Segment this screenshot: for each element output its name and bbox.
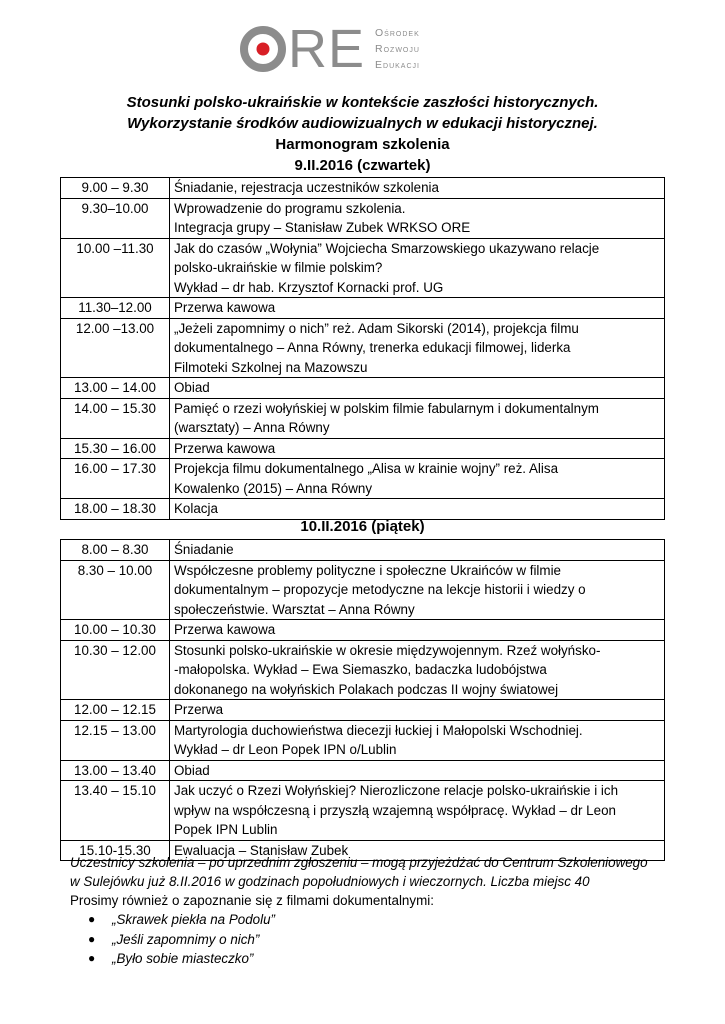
film-title: „Było sobie miasteczko” [112, 951, 254, 966]
logo-mark [240, 19, 366, 79]
logo-text-line3: Edukacji [375, 59, 420, 71]
schedule-heading: Harmonogram szkolenia [275, 136, 450, 153]
logo-ring-icon [240, 26, 286, 72]
schedule-row [61, 398, 665, 438]
note-line2: w Sulejówku już 8.II.2016 w godzinach popołudniowych i wieczornych. Liczba miejsc 40 [70, 874, 590, 889]
schedule-description-line: Projekcja filmu dokumentalnego „Alisa w krainie wojny” reż. Alisa [174, 461, 559, 476]
schedule-time-cell: 8.30 – 10.00 [61, 560, 170, 620]
schedule-row [61, 700, 665, 721]
schedule-description-line: Kowalenko (2015) – Anna Równy [174, 480, 373, 496]
schedule-description-line: Martyrologia duchowieństwa diecezji łuckiej i Małopolski Wschodniej. [174, 722, 583, 738]
schedule-time-cell: 12.15 – 13.00 [61, 720, 170, 760]
schedule-description-cell [170, 700, 665, 721]
day1-date-heading: 9.II.2016 (czwartek) [294, 157, 431, 174]
schedule-description-cell [170, 238, 665, 298]
schedule-description-cell [170, 781, 665, 841]
schedule-description-line: Obiad [174, 380, 210, 395]
schedule-time-cell: 10.30 – 12.00 [61, 640, 170, 700]
logo-text-line2: Rozwoju [375, 43, 420, 55]
film-title: „Skrawek piekła na Podolu” [112, 912, 276, 927]
schedule-description-cell [170, 560, 665, 620]
schedule-time-cell: 13.40 – 15.10 [61, 781, 170, 841]
day1-schedule-table [60, 177, 665, 520]
schedule-time-cell: 9.00 – 9.30 [61, 178, 170, 199]
schedule-description-line: wpływ na współczesną i przyszłą wzajemną współpracę. Wykład – dr Leon [174, 802, 616, 818]
schedule-row [61, 178, 665, 199]
schedule-description-line: Ewaluacja – Stanisław Zubek [174, 842, 349, 858]
film-list-item [88, 930, 275, 950]
schedule-description-line: -małopolska. Wykład – Ewa Siemaszko, badaczka ludobójstwa [174, 662, 547, 677]
schedule-description-cell [170, 720, 665, 760]
schedule-description-cell [170, 459, 665, 499]
schedule-description-cell [170, 318, 665, 378]
schedule-description-cell [170, 378, 665, 399]
schedule-description-cell [170, 178, 665, 199]
schedule-description-cell [170, 398, 665, 438]
bullet-icon: ● [88, 931, 96, 946]
schedule-time-cell: 10.00 –11.30 [61, 238, 170, 298]
schedule-description-line: dokumentalnym – propozycje metodyczne na lekcje historii i wiedzy o [174, 582, 586, 597]
films-list [88, 910, 275, 969]
schedule-time-cell: 14.00 – 15.30 [61, 398, 170, 438]
schedule-time-cell: 16.00 – 17.30 [61, 459, 170, 499]
logo-red-dot-icon [257, 43, 270, 56]
schedule-row [61, 781, 665, 841]
schedule-description-line: Jak uczyć o Rzezi Wołyńskiej? Nierozliczone relacje polsko-ukraińskie i ich [174, 783, 619, 798]
schedule-description-line: Śniadanie, rejestracja uczestników szkolenia [174, 180, 439, 195]
schedule-description-cell [170, 198, 665, 238]
schedule-description-cell [170, 298, 665, 319]
schedule-description-line: polsko-ukraińskie w filmie polskim? [174, 260, 383, 275]
schedule-row [61, 378, 665, 399]
schedule-time-cell: 15.10-15.30 [61, 840, 170, 861]
schedule-description-cell [170, 620, 665, 641]
schedule-time-cell: 13.00 – 14.00 [61, 378, 170, 399]
bullet-icon: ● [88, 912, 96, 926]
document-title-line1: Stosunki polsko-ukraińskie w kontekście zaszłości historycznych. [126, 94, 599, 111]
schedule-description-line: Pamięć o rzezi wołyńskiej w polskim filmie fabularnym i dokumentalnym [174, 400, 599, 416]
day2-schedule-table [60, 539, 665, 861]
schedule-description-line: Integracja grupy – Stanisław Zubek WRKSO ORE [174, 220, 471, 235]
schedule-description-line: Przerwa kawowa [174, 622, 276, 637]
schedule-description-line: Przerwa [174, 702, 224, 717]
film-list-item [88, 910, 275, 930]
schedule-description-line: (warsztaty) – Anna Równy [174, 420, 330, 435]
document-title-line2: Wykorzystanie środków audiowizualnych w edukacji historycznej. [127, 115, 598, 132]
schedule-time-cell: 15.30 – 16.00 [61, 438, 170, 459]
bullet-icon: ● [88, 951, 96, 965]
schedule-description-cell [170, 540, 665, 561]
schedule-time-cell: 12.00 –13.00 [61, 318, 170, 378]
schedule-description-line: Kolacja [174, 501, 218, 516]
schedule-description-line: Wprowadzenie do programu szkolenia. [174, 200, 406, 216]
schedule-description-line: Obiad [174, 762, 210, 778]
schedule-row [61, 640, 665, 700]
film-title: „Jeśli zapomnimy o nich” [112, 931, 260, 947]
schedule-time-cell: 18.00 – 18.30 [61, 499, 170, 520]
schedule-description-line: Wykład – dr hab. Krzysztof Kornacki prof. UG [174, 279, 444, 295]
schedule-time-cell: 12.00 – 12.15 [61, 700, 170, 721]
schedule-description-cell [170, 640, 665, 700]
schedule-description-line: Wykład – dr Leon Popek IPN o/Lublin [174, 742, 397, 757]
schedule-description-line: dokumentalnego – Anna Równy, trenerka edukacji filmowej, liderka [174, 340, 571, 355]
schedule-description-line: Filmoteki Szkolnej na Mazowszu [174, 359, 368, 375]
schedule-row [61, 459, 665, 499]
film-list-item [88, 949, 275, 969]
schedule-description-line: Śniadanie [174, 542, 234, 557]
schedule-description-line: dokonanego na wołyńskich Polakach podczas II wojny światowej [174, 681, 559, 697]
ore-logo [240, 19, 420, 79]
note-line1: Uczestnicy szkolenia – po uprzednim zgłoszeniu – mogą przyjeżdżać do Centrum Szkoleniowego [70, 855, 648, 870]
schedule-description-line: Jak do czasów „Wołynia” Wojciecha Smarzowskiego ukazywano relacje [174, 240, 600, 256]
schedule-description-cell [170, 438, 665, 459]
schedule-row [61, 760, 665, 781]
schedule-row [61, 238, 665, 298]
logo-text-line1: Ośrodek [375, 27, 420, 39]
schedule-time-cell: 8.00 – 8.30 [61, 540, 170, 561]
note-line3: Prosimy również o zapoznanie się z filmami dokumentalnymi: [70, 893, 434, 908]
schedule-time-cell: 11.30–12.00 [61, 298, 170, 319]
schedule-row [61, 318, 665, 378]
schedule-description-cell [170, 760, 665, 781]
logo-text [375, 25, 420, 73]
logo-letters: RE [288, 19, 366, 79]
schedule-description-line: Współczesne problemy polityczne i społeczne Ukraińców w filmie [174, 562, 561, 578]
schedule-description-line: Przerwa kawowa [174, 300, 276, 315]
schedule-description-line: „Jeżeli zapomnimy o nich” reż. Adam Sikorski (2014), projekcja filmu [174, 320, 579, 336]
schedule-description-line: Popek IPN Lublin [174, 822, 278, 837]
schedule-row [61, 298, 665, 319]
schedule-row [61, 620, 665, 641]
schedule-time-cell: 13.00 – 13.40 [61, 760, 170, 781]
schedule-description-line: społeczeństwie. Warsztat – Anna Równy [174, 601, 415, 617]
day2-date-heading: 10.II.2016 (piątek) [300, 518, 425, 535]
schedule-row [61, 720, 665, 760]
schedule-time-cell: 9.30–10.00 [61, 198, 170, 238]
schedule-description-line: Stosunki polsko-ukraińskie w okresie międzywojennym. Rzeź wołyńsko- [174, 642, 601, 658]
schedule-description-line: Przerwa kawowa [174, 440, 276, 456]
schedule-row [61, 560, 665, 620]
schedule-row [61, 438, 665, 459]
schedule-row [61, 540, 665, 561]
schedule-time-cell: 10.00 – 10.30 [61, 620, 170, 641]
schedule-row [61, 198, 665, 238]
